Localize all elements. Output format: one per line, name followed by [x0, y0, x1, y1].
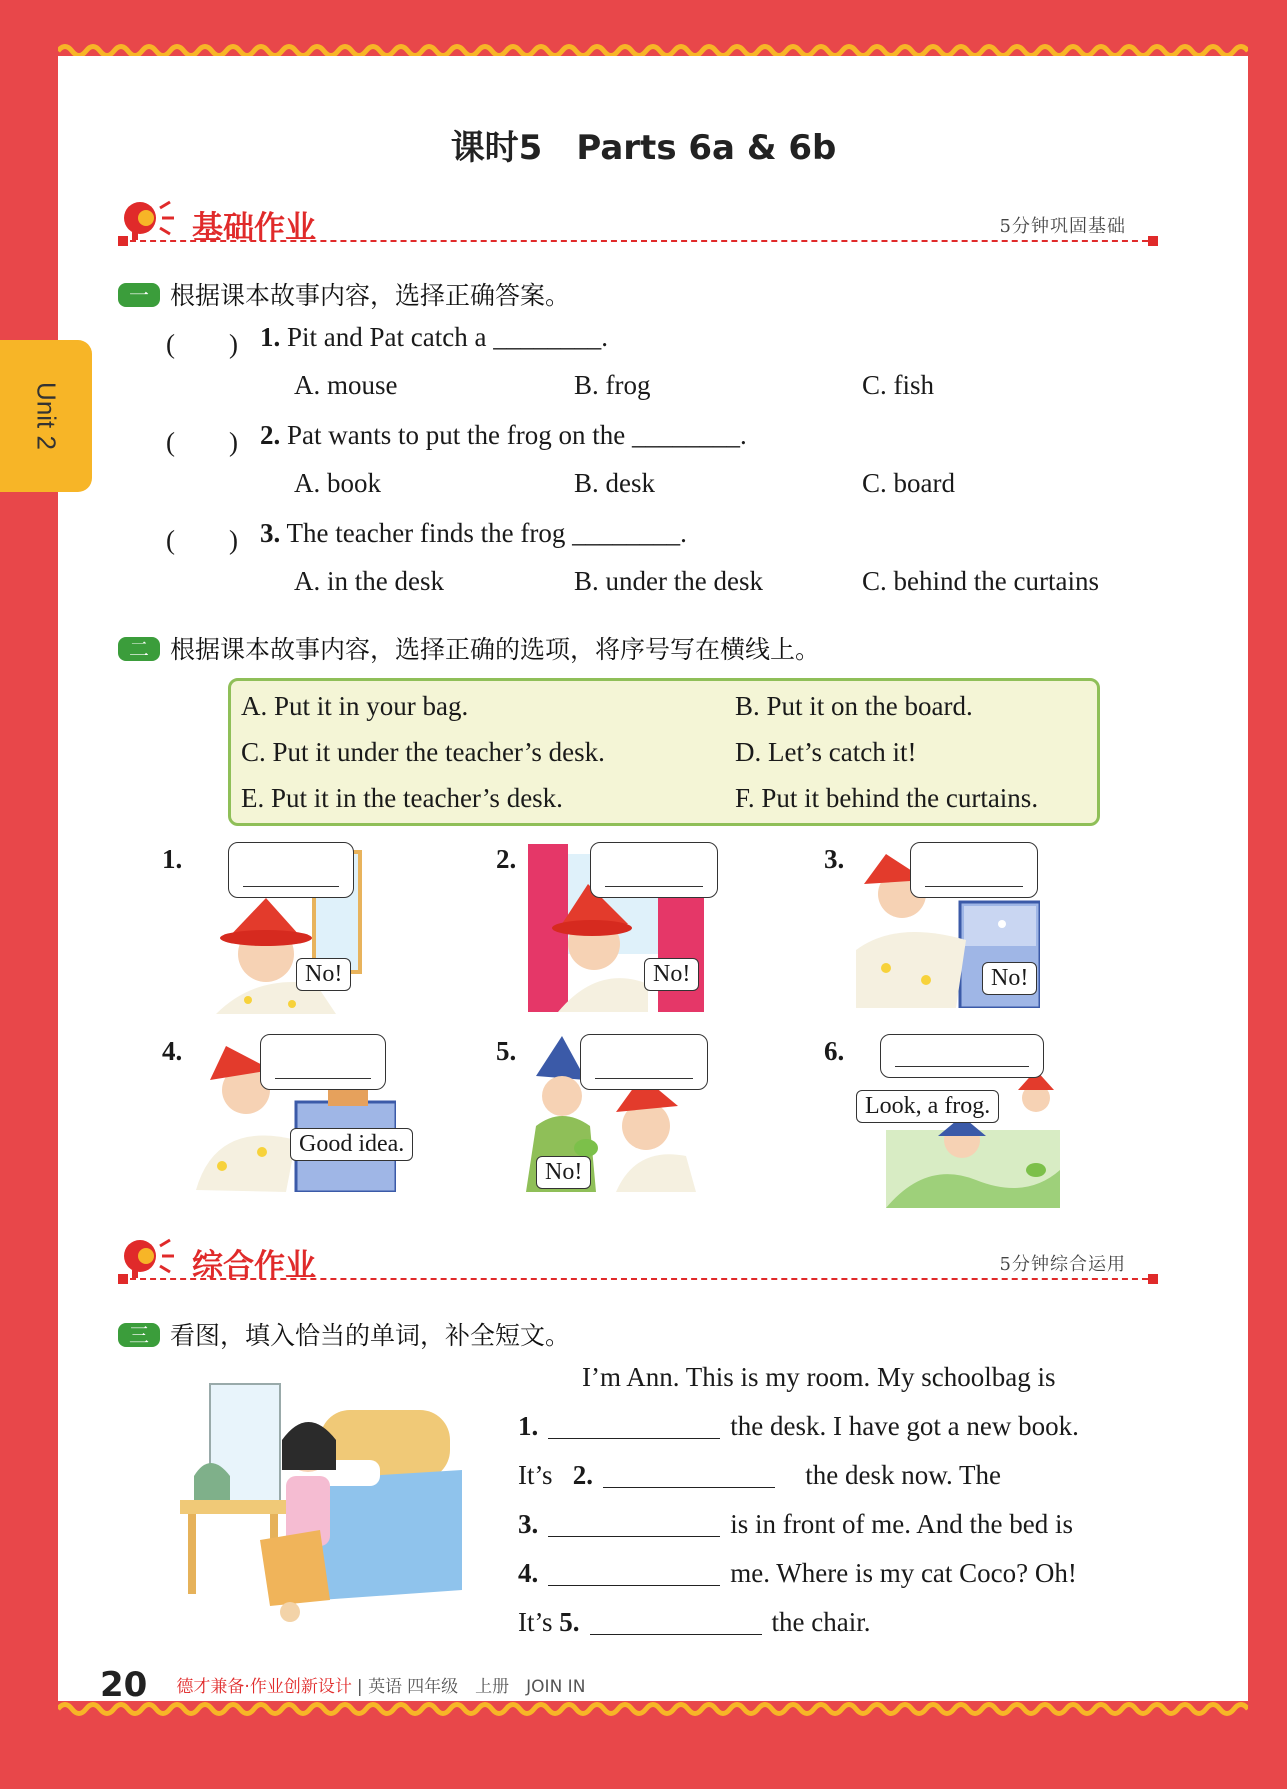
speech-label-6: Look, a frog.: [856, 1090, 999, 1123]
rule-end-right: [1148, 1274, 1158, 1284]
option-f: F. Put it behind the curtains.: [735, 783, 1039, 813]
footer-grade: 四年级 上册 JOIN IN: [407, 1677, 586, 1697]
answer-bubble-4[interactable]: [260, 1034, 386, 1090]
section-header-comprehensive: [118, 1238, 1158, 1284]
stem-text: Pit and Pat catch a ________.: [287, 322, 608, 352]
blank-number: 2.: [572, 1460, 594, 1490]
picture-number: 1.: [162, 844, 183, 874]
passage-text: is in front of me. And the bed is: [730, 1509, 1073, 1539]
passage-text: the chair.: [771, 1607, 871, 1637]
answer-paren[interactable]: ( ): [166, 329, 238, 359]
room-illustration: [170, 1380, 462, 1630]
footer-subject: 英语: [368, 1677, 403, 1697]
option-d: D. Let’s catch it!: [735, 737, 917, 767]
picture-number: 3.: [824, 844, 845, 874]
option-b: B. desk: [574, 468, 655, 498]
passage-line-2: [518, 1460, 1158, 1491]
answer-paren[interactable]: ( ): [166, 525, 238, 555]
item-number: 2.: [260, 420, 281, 450]
q2-badge: 二: [118, 637, 160, 661]
option-a: A. Put it in your bag.: [241, 691, 469, 721]
rule-end-left: [118, 1274, 128, 1284]
blank-line-4[interactable]: [548, 1563, 720, 1586]
section-label: 综合作业: [192, 1248, 316, 1284]
blank-line-1[interactable]: [548, 1416, 720, 1439]
answer-bubble-3[interactable]: [910, 842, 1038, 898]
q1-stem: [260, 322, 608, 353]
option-c: C. fish: [862, 370, 935, 400]
stem-text: The teacher finds the frog ________.: [286, 518, 687, 548]
option-b: B. frog: [574, 370, 651, 400]
rule-end-left: [118, 236, 128, 246]
passage-line-1: [518, 1411, 1158, 1442]
item-number: 1.: [260, 322, 281, 352]
page-footer: 20 德才兼备·作业创新设计 | 英语 四年级 上册 JOIN IN: [100, 1665, 586, 1705]
section-header-basic: [118, 200, 1158, 246]
q1-instruction: [118, 276, 570, 312]
option-a: A. in the desk: [294, 566, 444, 596]
page-title: 课时5 Parts 6a & 6b: [450, 128, 837, 168]
q2-instruction-text: 根据课本故事内容，选择正确的选项，将序号写在横线上。: [170, 635, 821, 664]
blank-line-2[interactable]: [603, 1465, 775, 1488]
stem-text: Pat wants to put the frog on the ________.: [287, 420, 747, 450]
section-note: 5分钟巩固基础: [999, 216, 1126, 237]
q1-stem: [260, 420, 747, 451]
option-c: C. board: [862, 468, 955, 498]
blank-number: 5.: [559, 1607, 580, 1637]
answer-bubble-5[interactable]: [580, 1034, 708, 1090]
item-number: 3.: [260, 518, 281, 548]
rule-end-right: [1148, 236, 1158, 246]
option-e: E. Put it in the teacher’s desk.: [241, 783, 563, 813]
q1-instruction-text: 根据课本故事内容，选择正确答案。: [170, 281, 571, 310]
unit-tab-label: Unit 2: [31, 382, 62, 450]
answer-bubble-2[interactable]: [590, 842, 718, 898]
passage-text: It’s: [518, 1460, 553, 1490]
picture-number: 5.: [496, 1036, 517, 1066]
option-b: B. under the desk: [574, 566, 763, 596]
q3-instruction-text: 看图，填入恰当的单词，补全短文。: [170, 1321, 571, 1350]
footer-brand: 德才兼备·作业创新设计: [176, 1677, 352, 1697]
answer-paren[interactable]: ( ): [166, 427, 238, 457]
passage-line-5: [518, 1607, 1158, 1638]
blank-number: 4.: [518, 1558, 539, 1588]
q3-badge: 三: [118, 1323, 160, 1347]
blank-line-3[interactable]: [548, 1514, 720, 1537]
option-a: A. book: [294, 468, 381, 498]
passage-line-3: [518, 1509, 1158, 1540]
picture-number: 2.: [496, 844, 517, 874]
passage-text: me. Where is my cat Coco? Oh!: [730, 1558, 1077, 1588]
passage-text: I’m Ann. This is my room. My schoolbag is: [582, 1362, 1056, 1392]
passage-text: the desk. I have got a new book.: [730, 1411, 1079, 1441]
option-a: A. mouse: [294, 370, 398, 400]
q1-stem: [260, 518, 687, 549]
blank-number: 1.: [518, 1411, 539, 1441]
passage-text: the desk now. The: [805, 1460, 1001, 1490]
speech-label-3: No!: [982, 962, 1037, 995]
passage-line-4: [518, 1558, 1158, 1589]
passage-text: It’s: [518, 1607, 553, 1637]
option-c: C. Put it under the teacher’s desk.: [241, 737, 605, 767]
passage-line-0: [518, 1362, 1158, 1393]
picture-number: 4.: [162, 1036, 183, 1066]
option-b: B. Put it on the board.: [735, 691, 973, 721]
section-label: 基础作业: [192, 210, 316, 246]
q3-instruction: [118, 1316, 570, 1352]
picture-number: 6.: [824, 1036, 845, 1066]
options-box: [228, 678, 1100, 826]
q2-instruction: [118, 630, 820, 666]
unit-tab: [0, 340, 92, 492]
section-rule: [120, 1278, 1158, 1280]
answer-bubble-1[interactable]: [228, 842, 354, 898]
q1-badge: 一: [118, 283, 160, 307]
section-rule: [120, 240, 1158, 242]
page-number: 20: [100, 1665, 148, 1705]
answer-bubble-6[interactable]: [880, 1034, 1044, 1078]
speech-label-2: No!: [644, 958, 699, 991]
blank-line-5[interactable]: [590, 1612, 762, 1635]
blank-number: 3.: [518, 1509, 539, 1539]
section-note: 5分钟综合运用: [999, 1254, 1126, 1275]
speech-label-1: No!: [296, 958, 351, 991]
speech-label-5: No!: [536, 1156, 591, 1189]
speech-label-4: Good idea.: [290, 1128, 413, 1161]
option-c: C. behind the curtains: [862, 566, 1099, 596]
